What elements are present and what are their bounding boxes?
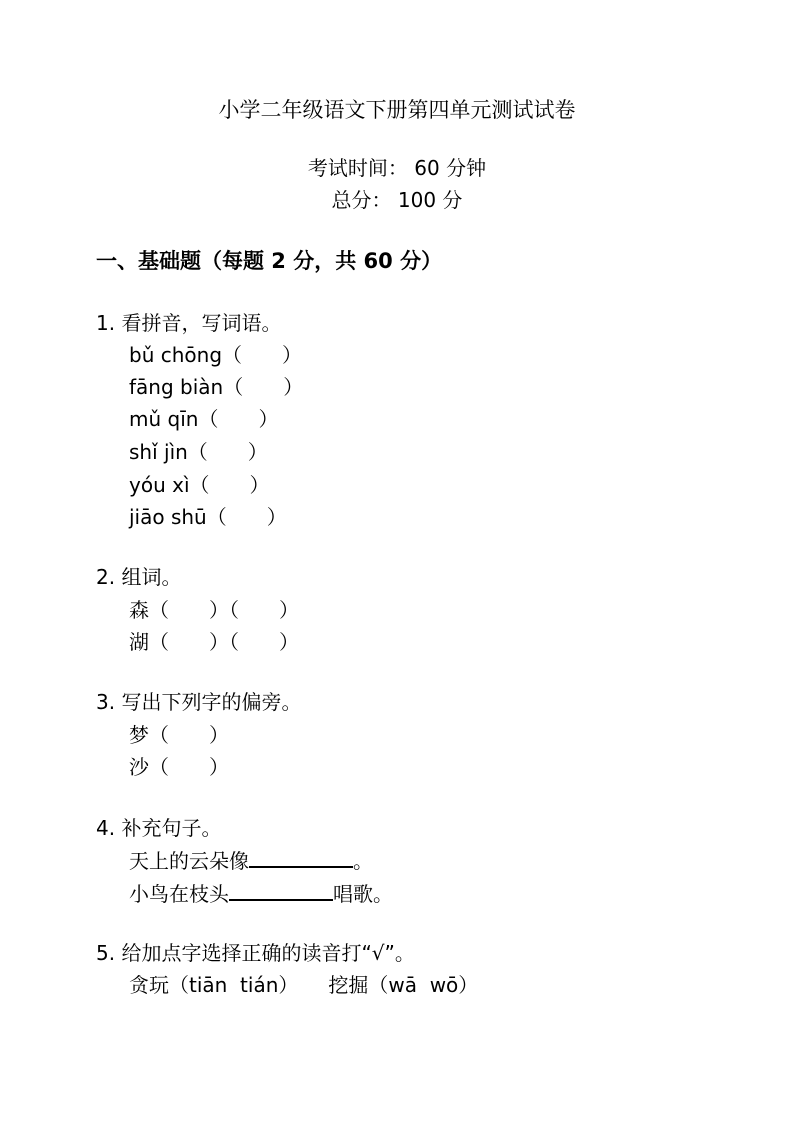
- question-1-stem: 1. 看拼音，写词语。: [96, 311, 282, 335]
- q1-item-4: shǐ jìn（ ）: [129, 440, 268, 464]
- q5-options: 贪玩（tiān tián） 挖掘（wā wō）: [129, 973, 479, 997]
- q1-item-2: fāng biàn（ ）: [129, 375, 304, 399]
- q1-item-5: yóu xì（ ）: [129, 473, 270, 497]
- total-score: 总分： 100 分: [331, 188, 463, 212]
- q4-sentence-2: [129, 879, 393, 908]
- question-3-stem: 3. 写出下列字的偏旁。: [96, 690, 302, 714]
- q4-s1-before: 天上的云朵像: [129, 849, 249, 873]
- answer-blank: [229, 879, 333, 901]
- q4-s2-after: 唱歌。: [333, 882, 393, 906]
- exam-time: 考试时间： 60 分钟: [307, 156, 487, 180]
- section-heading: 一、基础题（每题 2 分，共 60 分）: [96, 249, 443, 273]
- page-title: 小学二年级语文下册第四单元测试试卷: [218, 98, 576, 122]
- q3-item-2: 沙（ ）: [129, 755, 229, 779]
- question-5-stem: 5. 给加点字选择正确的读音打“√”。: [96, 941, 415, 965]
- q4-s1-after: 。: [353, 849, 373, 873]
- q3-item-1: 梦（ ）: [129, 723, 229, 747]
- q2-item-1: 森（ ）（ ）: [129, 598, 299, 622]
- question-2-stem: 2. 组词。: [96, 565, 182, 589]
- q1-item-1: bǔ chōng（ ）: [129, 343, 303, 367]
- q1-item-3: mǔ qīn（ ）: [129, 407, 279, 431]
- q1-item-6: jiāo shū（ ）: [129, 505, 287, 529]
- q4-sentence-1: [129, 846, 373, 875]
- q4-s2-before: 小鸟在枝头: [129, 882, 229, 906]
- question-4-stem: 4. 补充句子。: [96, 816, 222, 840]
- answer-blank: [249, 846, 353, 868]
- q2-item-2: 湖（ ）（ ）: [129, 630, 299, 654]
